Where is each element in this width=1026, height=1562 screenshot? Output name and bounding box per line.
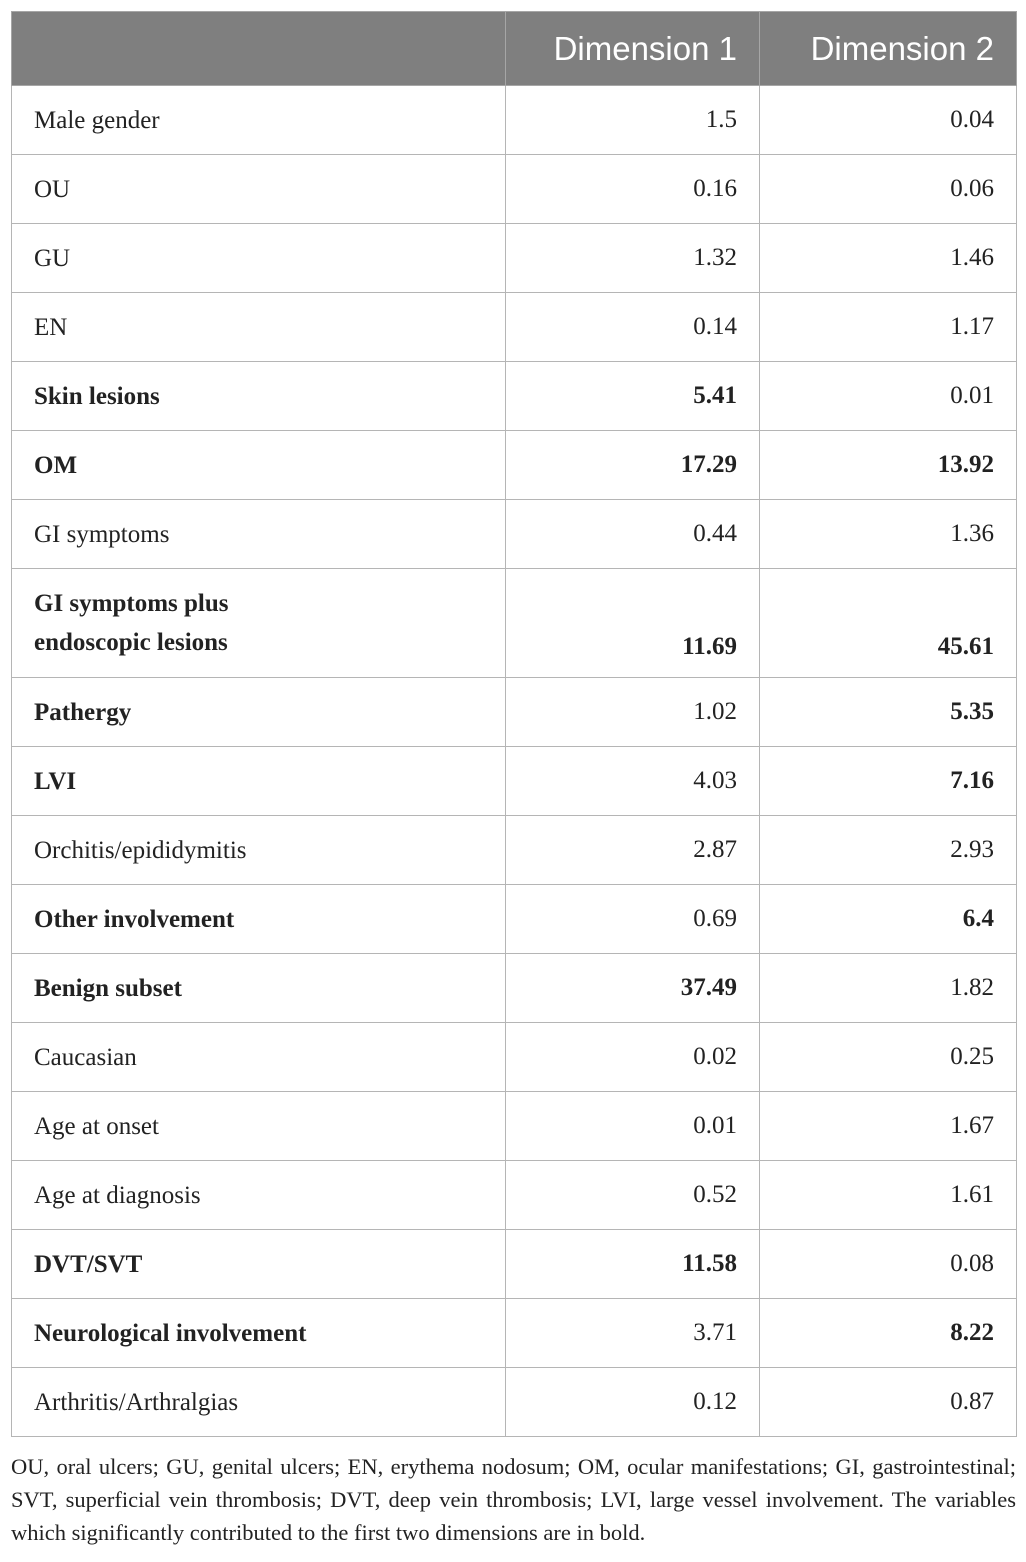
table-row (12, 224, 1017, 293)
dimension-1-cell: 0.02 (506, 1023, 760, 1092)
header-dimension-2: Dimension 2 (760, 12, 1017, 86)
dimension-1-cell: 0.01 (506, 1092, 760, 1161)
dimension-1-cell: 2.87 (506, 816, 760, 885)
dimension-1-cell: 17.29 (506, 431, 760, 500)
variable-cell: OU (12, 155, 506, 224)
dimension-1-cell: 0.16 (506, 155, 760, 224)
variable-cell: EN (12, 293, 506, 362)
dimension-2-cell: 5.35 (760, 678, 1017, 747)
table-row (12, 1023, 1017, 1092)
variable-cell: Pathergy (12, 678, 506, 747)
dimension-1-cell: 1.5 (506, 86, 760, 155)
table-row (12, 954, 1017, 1023)
table-row (12, 569, 1017, 678)
dimension-2-cell: 1.36 (760, 500, 1017, 569)
table-header-row (12, 12, 1017, 86)
table-container (11, 11, 1016, 1437)
dimension-1-cell: 5.41 (506, 362, 760, 431)
dimension-2-cell: 0.87 (760, 1368, 1017, 1437)
dimension-1-cell: 11.69 (506, 569, 760, 678)
dimension-2-cell: 0.25 (760, 1023, 1017, 1092)
table-footnote: OU, oral ulcers; GU, genital ulcers; EN, erythema nodosum; OM, ocular manifestations; GI, gastrointestinal; SVT, superficial vein thrombosis; DVT, deep vein thrombosis; LVI, large vessel involvement. The variables which significantly contributed to the first two dimensions are in bold. (11, 1454, 1016, 1545)
table-row (12, 1092, 1017, 1161)
header-dimension-1: Dimension 1 (506, 12, 760, 86)
dimension-1-cell: 1.32 (506, 224, 760, 293)
table-row (12, 155, 1017, 224)
dimension-1-cell: 0.12 (506, 1368, 760, 1437)
variable-cell: Other involvement (12, 885, 506, 954)
variable-cell: GI symptoms plus endoscopic lesions (12, 569, 506, 678)
variable-cell: Age at onset (12, 1092, 506, 1161)
dimension-1-cell: 11.58 (506, 1230, 760, 1299)
table-row (12, 362, 1017, 431)
variable-cell: Age at diagnosis (12, 1161, 506, 1230)
variable-cell: Neurological involvement (12, 1299, 506, 1368)
variable-cell: Skin lesions (12, 362, 506, 431)
variable-cell: Arthritis/Arthralgias (12, 1368, 506, 1437)
dimension-2-cell: 0.06 (760, 155, 1017, 224)
table-row (12, 1161, 1017, 1230)
dimension-2-cell: 1.46 (760, 224, 1017, 293)
table-row (12, 500, 1017, 569)
dimension-2-cell: 1.67 (760, 1092, 1017, 1161)
variable-cell: Male gender (12, 86, 506, 155)
variable-cell: LVI (12, 747, 506, 816)
dimension-2-cell: 13.92 (760, 431, 1017, 500)
header-variable (12, 12, 506, 86)
table-row (12, 885, 1017, 954)
table-row (12, 747, 1017, 816)
table-row (12, 86, 1017, 155)
variable-cell: Caucasian (12, 1023, 506, 1092)
variable-cell: GI symptoms (12, 500, 506, 569)
variable-cell: Orchitis/epididymitis (12, 816, 506, 885)
dimension-1-cell: 1.02 (506, 678, 760, 747)
variable-cell: Benign subset (12, 954, 506, 1023)
table-row (12, 678, 1017, 747)
dimension-2-cell: 6.4 (760, 885, 1017, 954)
table-row (12, 1230, 1017, 1299)
dimension-1-cell: 0.52 (506, 1161, 760, 1230)
table-row (12, 816, 1017, 885)
table-row (12, 1299, 1017, 1368)
contributions-table (11, 11, 1017, 1437)
variable-cell: DVT/SVT (12, 1230, 506, 1299)
dimension-1-cell: 0.69 (506, 885, 760, 954)
dimension-2-cell: 45.61 (760, 569, 1017, 678)
table-row (12, 293, 1017, 362)
dimension-1-cell: 0.44 (506, 500, 760, 569)
dimension-2-cell: 0.08 (760, 1230, 1017, 1299)
table-row (12, 431, 1017, 500)
dimension-1-cell: 0.14 (506, 293, 760, 362)
dimension-2-cell: 1.82 (760, 954, 1017, 1023)
dimension-2-cell: 0.04 (760, 86, 1017, 155)
dimension-2-cell: 1.17 (760, 293, 1017, 362)
dimension-1-cell: 3.71 (506, 1299, 760, 1368)
variable-cell: OM (12, 431, 506, 500)
dimension-2-cell: 1.61 (760, 1161, 1017, 1230)
table-body (12, 86, 1017, 1437)
dimension-2-cell: 2.93 (760, 816, 1017, 885)
dimension-2-cell: 0.01 (760, 362, 1017, 431)
dimension-1-cell: 4.03 (506, 747, 760, 816)
dimension-1-cell: 37.49 (506, 954, 760, 1023)
variable-cell: GU (12, 224, 506, 293)
table-row (12, 1368, 1017, 1437)
dimension-2-cell: 8.22 (760, 1299, 1017, 1368)
dimension-2-cell: 7.16 (760, 747, 1017, 816)
